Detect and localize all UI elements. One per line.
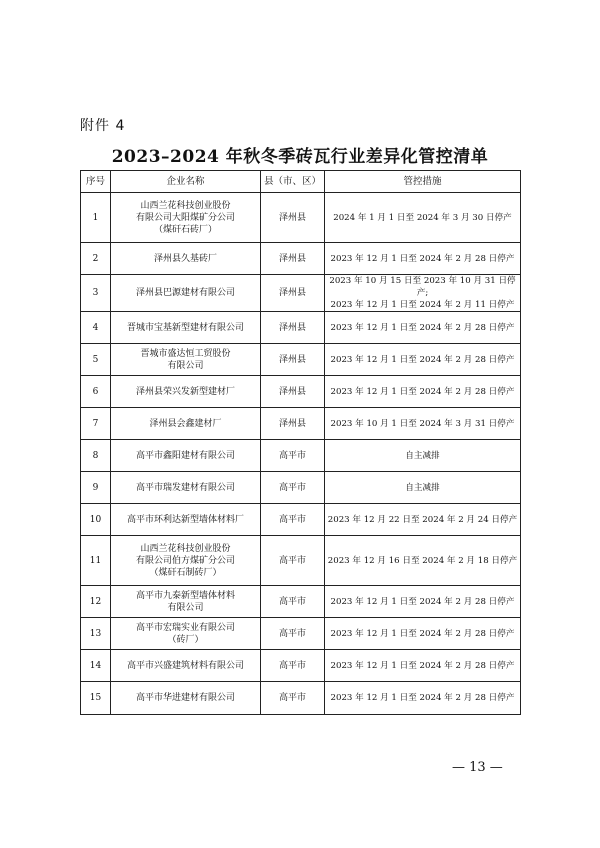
company-name: 晋城市宝基新型建材有限公司 [111, 312, 261, 344]
county-name: 泽州县 [261, 275, 325, 312]
county-name: 高平市 [261, 472, 325, 504]
company-name: 高平市兴盛建筑材料有限公司 [111, 650, 261, 682]
county-name: 高平市 [261, 440, 325, 472]
county-name: 泽州县 [261, 376, 325, 408]
county-name: 高平市 [261, 650, 325, 682]
control-measure: 2023 年 12 月 1 日至 2024 年 2 月 28 日停产 [325, 376, 521, 408]
row-number: 4 [81, 312, 111, 344]
row-number: 3 [81, 275, 111, 312]
company-name: 高平市华进建材有限公司 [111, 682, 261, 715]
row-number: 9 [81, 472, 111, 504]
control-measure: 2023 年 12 月 1 日至 2024 年 2 月 28 日停产 [325, 243, 521, 275]
row-number: 15 [81, 682, 111, 715]
control-measure: 2023 年 10 月 15 日至 2023 年 10 月 31 日停产; 2023 年 12 月 1 日至 2024 年 2 月 11 日停产 [325, 275, 521, 312]
row-number: 8 [81, 440, 111, 472]
company-name: 高平市九泰新型墙体材料 有限公司 [111, 586, 261, 618]
control-measure: 2023 年 12 月 1 日至 2024 年 2 月 28 日停产 [325, 682, 521, 715]
county-name: 高平市 [261, 682, 325, 715]
company-name: 泽州县荣兴发新型建材厂 [111, 376, 261, 408]
row-number: 12 [81, 586, 111, 618]
table-body [81, 193, 521, 715]
county-name: 泽州县 [261, 408, 325, 440]
table-row [81, 504, 521, 536]
table-row [81, 472, 521, 504]
table-header-row [81, 171, 521, 193]
company-name: 高平市环利达新型墙体材料厂 [111, 504, 261, 536]
header-company: 企业名称 [111, 171, 261, 193]
control-measure: 2024 年 1 月 1 日至 2024 年 3 月 30 日停产 [325, 193, 521, 243]
table-row [81, 440, 521, 472]
county-name: 泽州县 [261, 193, 325, 243]
header-county: 县（市、区） [261, 171, 325, 193]
table-row [81, 193, 521, 243]
control-measure: 2023 年 12 月 1 日至 2024 年 2 月 28 日停产 [325, 618, 521, 650]
company-name: 山西兰花科技创业股份 有限公司伯方煤矿分公司 （煤矸石制砖厂） [111, 536, 261, 586]
company-name: 高平市宏瑞实业有限公司 （砖厂） [111, 618, 261, 650]
company-name: 高平市鑫阳建材有限公司 [111, 440, 261, 472]
control-list-table [80, 170, 521, 715]
company-name: 高平市瑞发建材有限公司 [111, 472, 261, 504]
county-name: 泽州县 [261, 344, 325, 376]
control-measure: 2023 年 12 月 1 日至 2024 年 2 月 28 日停产 [325, 586, 521, 618]
row-number: 6 [81, 376, 111, 408]
table-row [81, 243, 521, 275]
document-title: 2023–2024 年秋冬季砖瓦行业差异化管控清单 [111, 147, 489, 167]
page-number: — 13 — [452, 760, 503, 775]
county-name: 高平市 [261, 586, 325, 618]
control-measure: 自主减排 [325, 440, 521, 472]
control-measure: 2023 年 12 月 22 日至 2024 年 2 月 24 日停产 [325, 504, 521, 536]
table-row [81, 275, 521, 312]
table-row [81, 650, 521, 682]
table-row [81, 618, 521, 650]
county-name: 高平市 [261, 536, 325, 586]
control-measure: 自主减排 [325, 472, 521, 504]
row-number: 11 [81, 536, 111, 586]
control-measure: 2023 年 12 月 1 日至 2024 年 2 月 28 日停产 [325, 312, 521, 344]
row-number: 10 [81, 504, 111, 536]
control-measure: 2023 年 12 月 1 日至 2024 年 2 月 28 日停产 [325, 344, 521, 376]
company-name: 泽州县久基砖厂 [111, 243, 261, 275]
table-row [81, 536, 521, 586]
county-name: 高平市 [261, 618, 325, 650]
company-name: 山西兰花科技创业股份 有限公司大阳煤矿分公司 （煤矸石砖厂） [111, 193, 261, 243]
attachment-label: 附件 4 [80, 118, 126, 134]
company-name: 泽州县会鑫建材厂 [111, 408, 261, 440]
table-row [81, 408, 521, 440]
company-name: 晋城市盛达恒工贸股份 有限公司 [111, 344, 261, 376]
company-name: 泽州县巴源建材有限公司 [111, 275, 261, 312]
control-measure: 2023 年 12 月 16 日至 2024 年 2 月 18 日停产 [325, 536, 521, 586]
table-row [81, 682, 521, 715]
header-measure: 管控措施 [325, 171, 521, 193]
row-number: 13 [81, 618, 111, 650]
county-name: 泽州县 [261, 243, 325, 275]
control-measure: 2023 年 12 月 1 日至 2024 年 2 月 28 日停产 [325, 650, 521, 682]
county-name: 高平市 [261, 504, 325, 536]
control-measure: 2023 年 10 月 1 日至 2024 年 3 月 31 日停产 [325, 408, 521, 440]
table-row [81, 312, 521, 344]
table-row [81, 586, 521, 618]
table-row [81, 376, 521, 408]
header-no: 序号 [81, 171, 111, 193]
county-name: 泽州县 [261, 312, 325, 344]
table-row [81, 344, 521, 376]
row-number: 5 [81, 344, 111, 376]
row-number: 7 [81, 408, 111, 440]
row-number: 14 [81, 650, 111, 682]
row-number: 1 [81, 193, 111, 243]
row-number: 2 [81, 243, 111, 275]
